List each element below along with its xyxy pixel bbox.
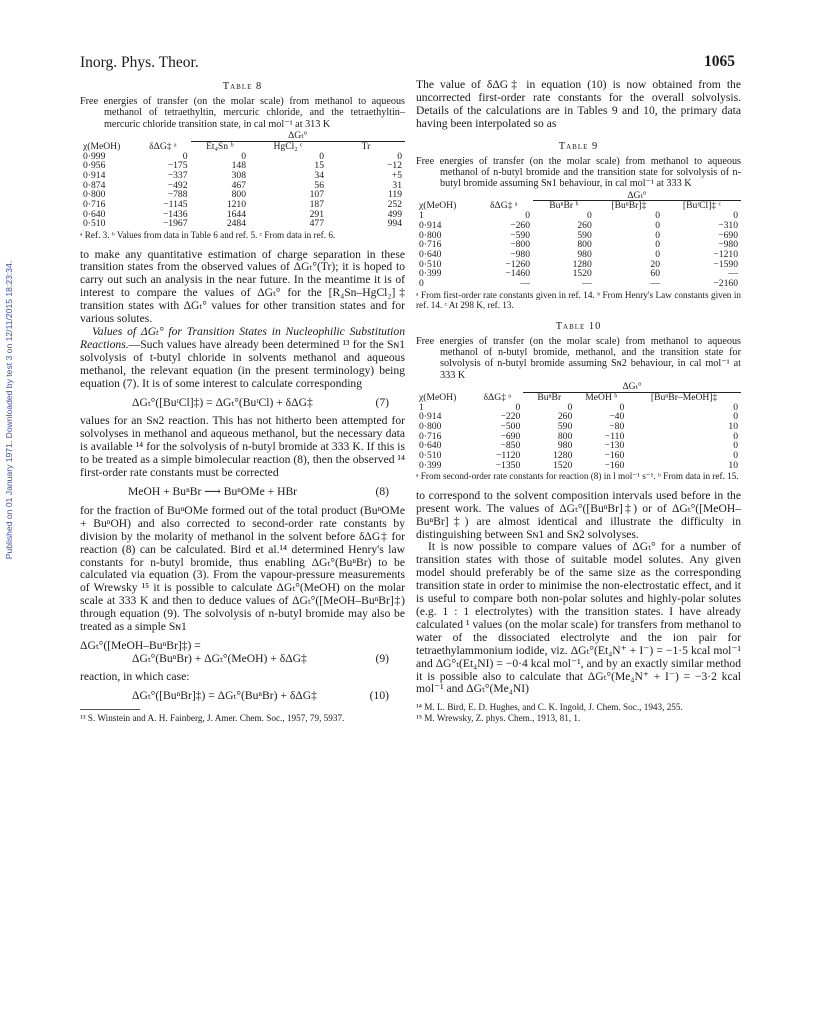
table9-header: [BuⁿBr]‡ [595,201,663,211]
table9-group-row [416,191,741,201]
table-cell: −788 [167,189,188,201]
equation-7-body: ΔGₜ°([BuᵗCl]‡) = ΔGₜ°(BuᵗCl) + δΔG‡ [132,395,313,409]
table-cell: 0·510 [419,258,442,270]
table-cell: 56 [314,179,324,191]
table-cell: −980 [510,248,530,260]
table-cell: 2484 [226,218,246,230]
table-cell: −1350 [495,459,521,471]
left-paragraph-5: reaction, in which case: [80,669,190,683]
table-cell: 148 [231,160,246,172]
table-cell: 0·800 [419,420,442,432]
table-cell: 1 [419,401,424,413]
table-cell: 0·800 [83,189,106,201]
right-paragraph-2: to correspond to the solvent composition intervals used before in the present work. The values of ΔGₜ°([BuⁿBr]‡) or of ΔGₜ°([MeOH–BuⁿBr]‡) are almost identical and illustrate the difficulty in distinguishing between Sɴ1 and Sɴ2 solvolyses. [416,488,741,541]
table-cell: −12 [386,160,402,172]
table-cell: 800 [557,430,573,442]
table-cell: 467 [231,179,246,191]
table-cell: 252 [387,199,402,211]
table-cell: −40 [609,411,625,423]
table-cell: −1436 [162,208,188,220]
table-cell: −1145 [163,199,188,211]
table9-header: δΔG‡ ᵃ [490,200,518,212]
table-cell: 0·640 [419,440,442,452]
table-cell: 477 [309,218,324,230]
table-cell: 1520 [572,268,592,280]
table-cell: 1520 [553,459,573,471]
table-cell: 0 [655,219,660,231]
table-cell: 0 [567,401,573,413]
right-column [416,79,741,723]
footnote-rule [80,709,140,710]
table-cell: −80 [609,420,625,432]
table10-header: BuⁿBr [523,392,575,402]
table-cell: −800 [510,239,530,251]
equation-7-number: (7) [375,395,389,409]
table-cell: 119 [387,189,402,201]
table-cell: −1460 [505,268,530,280]
equation-7 [80,397,405,410]
table-cell: 0·716 [83,199,106,211]
table-cell: 34 [314,169,324,181]
table-cell: −980 [718,239,738,251]
table-row [80,219,405,229]
table-cell: 0·510 [419,450,442,462]
table9-header: BuⁿBr ᵇ [533,201,595,211]
table10-description: Free energies of transfer (on the molar scale) from methanol to aqueous methanol of n-butyl bromide, methanol, and the transition state for solvolysis of n-butyl bromide assuming Sɴ2 behaviour, in cal mol⁻¹ at 333 K [416,335,741,381]
table-cell: 0·874 [83,179,106,191]
table-cell: — [728,268,738,280]
table-row [416,412,741,422]
equation-9-lhs: ΔGₜ°([MeOH–BuⁿBr]‡) = [80,638,201,652]
table-cell: −160 [604,450,625,462]
table-row [416,441,741,451]
table10-header-row [416,392,741,402]
table-row [416,422,741,432]
table-cell: −1120 [496,450,521,462]
equation-9-number: (9) [375,651,389,665]
reference-13: ¹³ S. Winstein and A. H. Fainberg, J. Amer. Chem. Soc., 1957, 79, 5937. [80,712,345,723]
table10-header: MeOH ᵇ [575,392,627,402]
table10-header: χ(MeOH) [419,391,457,403]
equation-8-body: MeOH + BuⁿBr ⟶ BuⁿOMe + HBr [128,484,298,498]
table-cell: 0 [733,450,738,462]
table-cell: 107 [309,189,324,201]
table-cell: 0 [419,278,424,290]
table-cell: −500 [500,420,521,432]
table-cell: −1590 [713,258,738,270]
table-cell: 187 [309,199,324,211]
table10-group-row [416,382,741,392]
table-cell: — [520,278,530,290]
table-cell: −110 [604,430,625,442]
table8-footnote: ᵃ Ref. 3. ᵇ Values from data in Table 6 and ref. 5. ᶜ From data in ref. 6. [80,230,336,241]
left-paragraph-4: for the fraction of BuⁿOMe formed out of the total product (BuⁿOMe + BuⁿOH) and also corrected to second-order rate constants by division by the molarity of methanol in the solvent before δΔG‡ for reaction (8) can be calculated. Bird et al.¹⁴ determined Henry's law constants for n-butyl bromide, thus enabling ΔGₜ°(BuⁿBr) to be calculated via equation (3). From the vapour-pressure measurements of Wrewsky ¹⁵ it is possible to calculate ΔGₜ°(MeOH) on the molar scale at 333 K and then to deduce values of ΔGₜ°([MeOH–BuⁿBr]‡) through equation (9). The solvolysis of n-butyl bromide may also be treated as a simple Sɴ1 [80,503,405,634]
equation-10-number: (10) [369,688,389,702]
table9-description: Free energies of transfer (on the molar scale) from methanol to aqueous methanol of n-butyl bromide and the transition state for solvolysis of n-butyl bromide assuming Sɴ1 behaviour, in cal mol⁻¹ at 333 K [416,155,741,190]
table-cell: 291 [309,208,324,220]
table-cell: 0 [515,401,521,413]
equation-9-rhs: ΔGₜ°(BuⁿBr) + ΔGₜ°(MeOH) + δΔG‡ [132,651,307,665]
table8-body [80,152,405,230]
table-row [416,279,741,289]
table8 [80,131,405,229]
right-paragraph-3: It is now possible to compare values of ΔGₜ° for a number of transition states with those of suitable model solutes. Any given model should preferably be of the same size as the corresponding transition state in order to minimise the non-electrostatic effect, and it is useful to compare both non-polar solutes and highly-polar solutes (e.g. 1 : 1 electrolytes) with the transition states. I have already calculated ¹ values (on the molar scale) for transfers from methanol to water of the dissociated electrolyte and the ion pair for tetraethylammonium iodide, viz. ΔGₜ°(Et₄N⁺ + I⁻) = −1·5 kcal mol⁻¹ and ΔG°ₜ(Et₄NI) = −0·4 kcal mol⁻¹, and by an exactly similar method it is possible also to calculate that ΔGₜ°(Me₄N⁺ + I⁻) = −3·2 kcal mol⁻¹ and ΔGₜ°(Me₄NI) [416,540,741,696]
table-cell: 0·999 [83,150,106,162]
table-cell: 31 [392,179,402,191]
table-cell: 0 [182,150,188,162]
table-cell: 20 [650,258,660,270]
table-cell: −160 [604,459,625,471]
table8-header: Et₄Sn ᵇ [191,141,250,151]
left-paragraph-1: to make any quantitative estimation of charge separation in these transition states from the observed values of ΔGₜ°(Tr); it is hoped to carry out such an analysis in the near future. In the meantime it is of interest to compare the values of ΔGₜ° for the [R₄Sn–HgCl₂]‡ transition states with ΔGₜ° values for other transition states and for various solutes. [80,247,405,326]
table-cell: 0·510 [83,218,106,230]
table-cell: −492 [167,179,188,191]
table-cell: 0 [241,150,246,162]
table-cell: 0·640 [83,208,106,220]
table-cell: 0 [733,411,738,423]
journal-title: Inorg. Phys. Theor. [80,54,199,71]
table-cell: 15 [314,160,324,172]
table9-body [416,211,741,289]
section-heading: Values of ΔGₜ° for Transition States in Nucleophilic Substitution Reactions. [80,325,405,351]
left-paragraph-2-text: —Such values have already been determined ¹³ for the Sɴ1 solvolysis of t-butyl chloride in solvents methanol and aqueous methanol, the relevant equation (in the present terminology) being equation (7). It is of some interest to calculate corresponding [80,337,405,390]
reference-14: ¹⁴ M. L. Bird, E. D. Hughes, and C. K. Ingold, J. Chem. Soc., 1943, 255. [416,702,683,713]
table10-header: δΔG‡ ᵃ [483,391,511,403]
table9-header: χ(MeOH) [419,200,457,212]
equation-10 [80,690,405,703]
left-paragraph-2 [80,326,405,391]
table-cell: 0 [619,401,625,413]
table-cell: 590 [577,229,592,241]
table-cell: +5 [391,169,402,181]
table-cell: 0 [733,401,738,413]
left-references [80,709,405,724]
table8-header: HgCl₂ ᶜ [249,141,327,151]
table-cell: −260 [510,219,530,231]
table-cell: 0·716 [419,239,442,251]
table-cell: 0 [733,430,738,442]
table-cell: 0·956 [83,160,106,172]
table9-group-header: ΔGₜ° [627,189,647,201]
table-cell: 0·914 [83,169,106,181]
table-cell: 0 [655,210,660,222]
table8-header: χ(MeOH) [83,140,121,152]
table9-caption: Table 9 [558,140,599,152]
table-cell: 0·640 [419,248,442,260]
left-paragraph-3: values for an Sɴ2 reaction. This has not hitherto been attempted for solvolyses in methanol and aqueous methanol, but the necessary data is available ¹⁴ for the solvolysis of n-butyl bromide at 333 K. If this is to be treated as a simple bimolecular reaction (8), then the observed ¹⁴ first-order rate constants must be corrected [80,414,405,480]
table-cell: 60 [650,268,660,280]
table8-header: δΔG‡ ᵃ [149,140,177,152]
table-cell: 0 [397,150,402,162]
table-cell: −590 [510,229,530,241]
download-stamp [2,200,16,620]
table-cell: 260 [557,411,573,423]
table-cell: −1260 [505,258,530,270]
equation-8 [80,486,405,499]
table-cell: −337 [167,169,188,181]
table-cell: 0·716 [419,430,442,442]
table-cell: 0 [586,210,592,222]
table-cell: −175 [167,160,188,172]
table-cell: 0 [655,248,660,260]
table-cell: −2160 [713,278,738,290]
table9 [416,191,741,289]
table-cell: −1210 [713,248,738,260]
table-cell: 0·914 [419,219,442,231]
table-cell: 0 [733,210,738,222]
table8-caption: Table 8 [222,81,263,92]
table8-header: Tr [327,141,405,151]
equation-8-number: (8) [375,484,389,498]
table-cell: 260 [577,219,592,231]
table-cell: 0·914 [419,411,442,423]
table10-body [416,403,741,471]
table-cell: 499 [387,208,402,220]
table-row [416,403,741,413]
table-cell: 590 [557,420,573,432]
page-number: 1065 [704,53,735,70]
table-row [416,432,741,442]
table10-group-header: ΔGₜ° [622,381,642,393]
table-cell: 1644 [226,208,246,220]
table-cell: 308 [231,169,246,181]
table-cell: 10 [728,420,738,432]
table-cell: 994 [387,218,402,230]
table-cell: 1 [419,210,424,222]
table-cell: 800 [231,189,246,201]
table-cell: — [650,278,660,290]
table9-header: [BuᵗCl]‡ ᶜ [663,201,741,211]
table-row [416,269,741,279]
table-cell: 10 [728,459,738,471]
table-cell: 800 [577,239,592,251]
table-cell: 0 [733,440,738,452]
table-cell: 0·399 [419,459,442,471]
table-cell: 0·399 [419,268,442,280]
table-cell: 0 [655,229,660,241]
table-cell: −850 [500,440,521,452]
right-references [416,696,741,723]
table-cell: −690 [718,229,738,241]
equation-10-body: ΔGₜ°([BuⁿBr]‡) = ΔGₜ°(BuⁿBr) + δΔG‡ [132,688,317,702]
table10-caption: Table 10 [555,320,602,332]
left-column [80,79,405,723]
table-cell: 980 [557,440,573,452]
reference-15: ¹⁵ M. Wrewsky, Z. phys. Chem., 1913, 81, 1. [416,712,581,723]
table8-header-row [80,141,405,151]
table10-footnote: ᵃ From second-order rate constants for reaction (8) in l mol⁻¹ s⁻¹. ᵇ From data in ref. 15. [416,471,739,482]
right-paragraph-1: The value of δΔG‡ in equation (10) is now obtained from the uncorrected first-order rate constants for the overall solvolysis. Details of the calculations are in Tables 9 and 10, the primary data having been interpolated so as [416,78,741,130]
table-cell: −220 [500,411,521,423]
table-row [416,461,741,471]
table-cell: −310 [718,219,738,231]
table-row [416,451,741,461]
table-cell: 1280 [553,450,573,462]
table-cell: 1210 [226,199,246,211]
table8-description: Free energies of transfer (on the molar scale) from methanol to aqueous methanol of tetraethyltin, mercuric chloride, and the tetraethyltin–mercuric chloride transition state, in cal mol⁻¹ at 313 K [80,95,405,130]
equation-9 [80,640,405,666]
table-cell: 1280 [572,258,592,270]
table-cell: 0 [525,210,530,222]
table-cell: 0 [319,150,324,162]
table-cell: −690 [500,430,521,442]
table9-footnote: ᵃ From first-order rate constants given in ref. 14. ᵇ From Henry's Law constants given in ref. 14. ᶜ At 298 K, ref. 13. [416,289,741,311]
table-cell: −130 [604,440,625,452]
table-cell: −1967 [162,218,188,230]
table-cell: 980 [577,248,592,260]
table-cell: 0 [655,239,660,251]
table10 [416,382,741,470]
table10-header: [BuⁿBr–MeOH]‡ [627,392,741,402]
download-stamp-text: Published on 01 January 1971. Downloaded by test 3 on 12/11/2015 18:23:34. [4,260,14,560]
table-cell: — [582,278,592,290]
table8-group-row [80,131,405,141]
table-cell: 0·800 [419,229,442,241]
table8-group-header: ΔGₜ° [288,130,308,142]
table9-header-row [416,201,741,211]
